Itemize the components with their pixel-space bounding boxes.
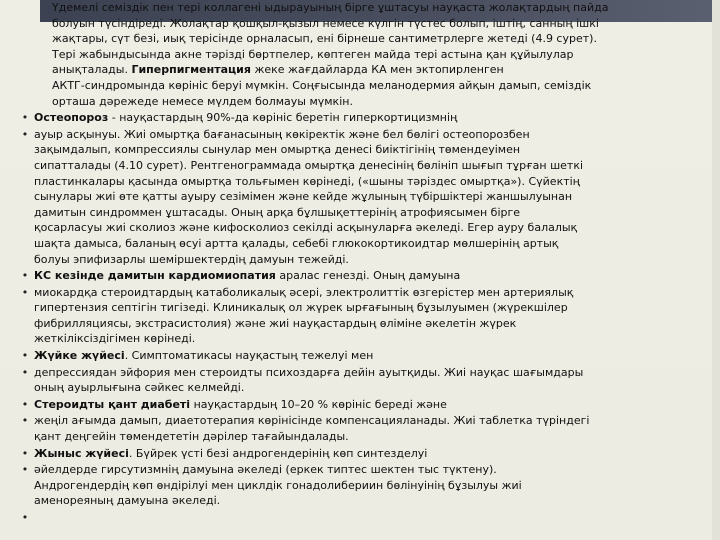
bullet-marker: • (21, 349, 29, 363)
bullet-marker: • (21, 397, 29, 411)
text-line: дамитын синдроммен ұштасады. Оның арқа бұлшықеттерінің атрофиясымен бірге (34, 205, 521, 219)
bullet-marker: • (21, 446, 29, 460)
text-line: болуы эпифизарлы шеміршектердің дамуын тежейді. (34, 252, 349, 266)
text-line (52, 62, 690, 78)
intro-paragraph (20, 0, 690, 109)
text-line (34, 110, 690, 126)
text-line: миокардқа стероидтардың катаболикалық әсері, электролиттік өзгерістер мен артериялық (34, 285, 574, 299)
bullet-paragraph (20, 413, 690, 444)
bullet-marker: • (21, 414, 29, 428)
bullet-paragraph (20, 365, 690, 396)
bold-term: Жүйке жүйесі (34, 349, 125, 363)
text-line: жеткіліксіздігімен көрінеді. (34, 332, 196, 346)
text-line: Үдемелі семіздік пен тері коллагені ыдырауының бірге ұштасуы науқаста жолақтардың пайда (52, 1, 609, 14)
text-line: оның ауырлығына сәйкес келмейді. (34, 381, 245, 395)
text-line (34, 510, 690, 526)
text-line: депрессиядан эйфория мен стероидты психоздарға дейін ауытқиды. Жиі науқас шағымдары (34, 365, 584, 379)
bullet-paragraph (20, 127, 690, 267)
bullet-marker: • (21, 365, 29, 379)
bullet-marker: • (21, 269, 29, 283)
bold-term: КС кезінде дамитын кардиомиопатия (34, 269, 276, 283)
text-line: Андрогендердің көп өндірілуі мен циклдік гонадолибериин бөлінуінің бұзылуы жиі (34, 478, 522, 492)
text-line (34, 268, 690, 284)
text-line: гипертензия септігін тигізеді. Клиникалық ол жүрек ырғағының бұзылуымен (жүрекшілер (34, 301, 568, 315)
text-line: аменореяның дамуына әкеледі. (34, 494, 221, 508)
bold-term: Жыныс жүйесі (34, 446, 129, 460)
text-line: Тері жабындысында акне тәрізді бөртпелер, көптеген майда тері астына қан құйылулар (52, 47, 574, 61)
text-run: . Симптоматикасы науқастың тежелуі мен (124, 349, 374, 363)
text-line (34, 348, 690, 364)
text-line: сипатталады (4.10 сурет). Рентгенограммада омыртқа денесінің бөлініп шығып тұрған шеткі (34, 158, 584, 172)
text-run: науқастардың 10–20 % көрініс береді және (190, 397, 447, 411)
bullet-paragraph (20, 348, 690, 364)
text-run: жеке жағдайларда КА мен эктопирленген (250, 63, 504, 77)
text-line: жақтары, сүт безі, иық терісінде орналасып, ені бірнеше сантиметрлерге жетеді (4.9 сурет). (52, 32, 597, 46)
bullet-marker: • (21, 511, 29, 524)
text-run: . Бүйрек үсті безі андрогендерінің көп синтезделуі (128, 446, 428, 460)
text-run: аралас генезді. Оның дамуына (275, 269, 461, 283)
right-edge-strip (712, 0, 720, 540)
text-line: қосарласуы жиі сколиоз және кифосколиоз секілді асқынуларға әкеледі. Егер ауру балалық (34, 221, 578, 235)
text-line: болуын түсіндіреді. Жолақтар қошқыл-қызыл немесе күлгін түстес болып, іштің, санның ішкі (52, 16, 599, 30)
text-line: орташа дәрежеде немесе мүлдем болмауы мүмкін. (52, 94, 353, 108)
bullet-paragraph (20, 285, 690, 347)
bullet-marker: • (21, 111, 29, 125)
text-line: жеңіл ағымда дамып, диаетотерапия көрінісінде компенсацияланады. Жиі таблетка түріндегі (34, 414, 590, 428)
bullet-paragraph (20, 446, 690, 462)
bullet-paragraph (20, 462, 690, 509)
text-line: шақта дамыса, баланың өсуі артта қалады, себебі глюкокортикоидтар мөлшерінің артық (34, 236, 559, 250)
text-line (34, 446, 690, 462)
text-line: сынулары жиі өте қатты ауыру сезімімен және кейде жұлының түбіршіктері жаншылуынан (34, 190, 573, 204)
bold-term: Стероидты қант диабеті (34, 397, 191, 411)
text-line: ауыр асқынуы. Жиі омыртқа бағанасының көкіректік және бел бөлігі остеопорозбен (34, 127, 530, 141)
text-line: зақымдалып, компрессиялы сынулар мен омыртқа денесі биіктігінің төмендеуімен (34, 143, 521, 157)
text-line: фибрилляциясы, экстрасистолия) және жиі науқастардың өліміне әкелетін жүрек (34, 316, 517, 330)
text-line: пластинкалары қасында омыртқа тольғымен көрінеді, («шыны тәріздес омыртқа»). Сүйектің (34, 174, 580, 188)
text-run: - науқастардың 90%-да көрініс беретін гиперкортицизмнің (108, 111, 458, 125)
text-line: қант деңгейін төмендететін дәрілер тағайындалады. (34, 430, 349, 444)
text-line: АКТГ-синдромында көрініс беруі мүмкін. Соңғысында меланодермия айқын дамып, семіздік (52, 78, 592, 92)
slide-text-body (20, 0, 690, 527)
bullet-marker: • (21, 285, 29, 299)
bold-term: Гиперпигментация (131, 63, 251, 77)
text-line (34, 397, 690, 413)
bullet-paragraph (20, 268, 690, 284)
bold-term: Остеопороз (34, 111, 109, 125)
bullet-paragraph (20, 510, 690, 526)
bullet-marker: • (21, 127, 29, 141)
text-run: анықталады. (52, 63, 132, 77)
bullet-paragraph (20, 110, 690, 126)
text-line: әйелдерде гирсутизмнің дамуына әкеледі (еркек типтес шектен тыс түктену). (34, 463, 497, 477)
bullet-paragraph (20, 397, 690, 413)
bullet-marker: • (21, 463, 29, 477)
